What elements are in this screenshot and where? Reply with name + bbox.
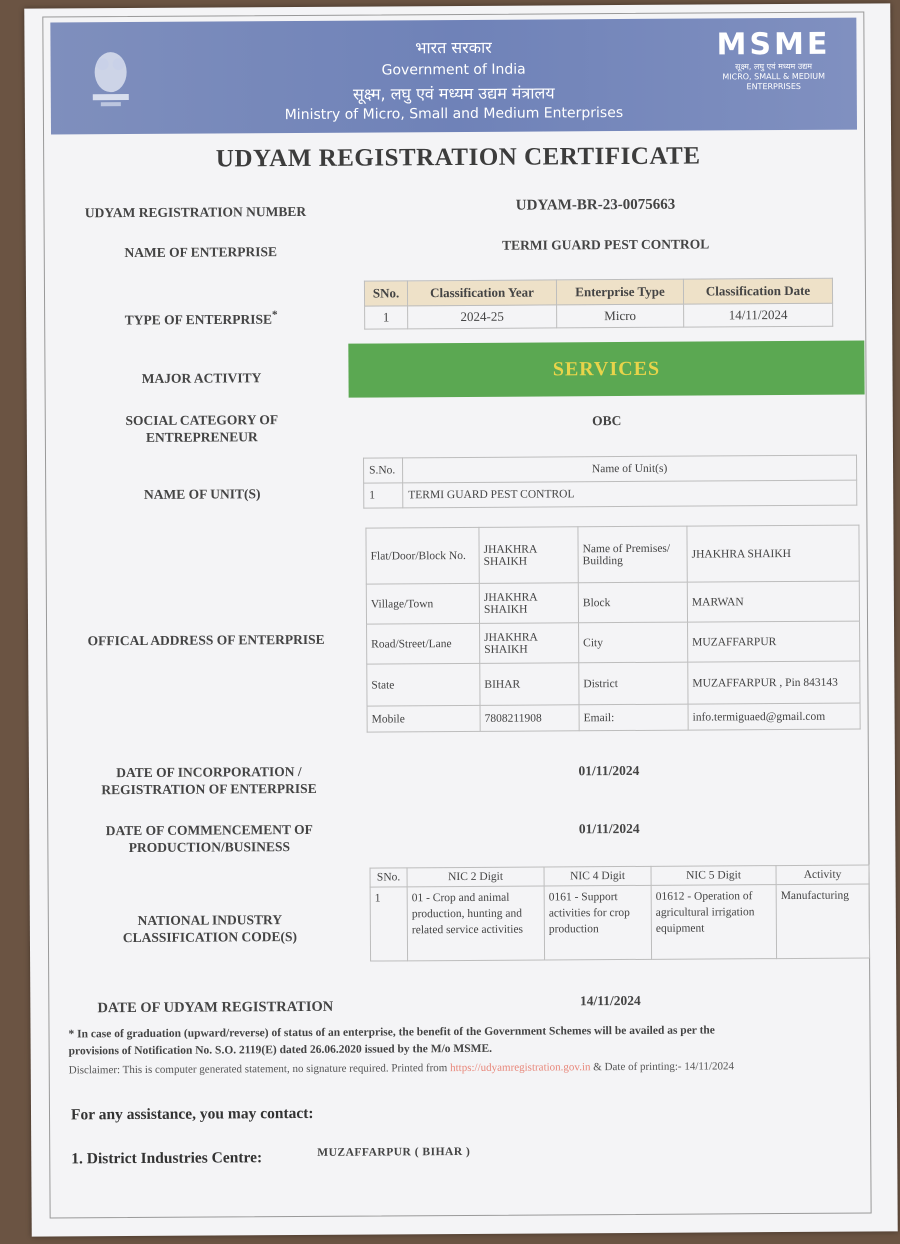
ministry-text: Ministry of Micro, Small and Medium Enterprises	[284, 105, 624, 124]
social-category-label	[87, 411, 317, 446]
table-row	[370, 884, 869, 961]
certificate-page	[24, 3, 897, 1236]
enterprise-type-star: *	[271, 309, 278, 322]
unit-header-row	[364, 455, 857, 483]
udyam-date-value: 14/11/2024	[579, 992, 641, 1009]
table-header: Name of Unit(s)	[403, 455, 857, 483]
graduation-note-line-2: provisions of Notification No. S.O. 2119(E) dated 26.06.2020 issued by the M/o MSME.	[68, 1042, 493, 1058]
address-cell-value: MARWAN	[687, 581, 859, 622]
table-cell: 0161 - Support activities for crop production	[544, 885, 651, 960]
udyam-portal-link[interactable]: https://udyamregistration.gov.in	[450, 1061, 591, 1075]
address-cell-value: JHAKHRA SHAIKH	[480, 623, 579, 664]
unit-name-label: NAME OF UNIT(S)	[143, 486, 261, 502]
enterprise-name-label: NAME OF ENTERPRISE	[124, 244, 278, 261]
address-cell-label: District	[579, 662, 688, 705]
nic-table	[370, 865, 871, 962]
table-header: NIC 4 Digit	[544, 866, 651, 886]
major-activity-value: SERVICES	[348, 341, 864, 398]
header-banner	[50, 18, 857, 135]
certificate-title: UDYAM REGISTRATION CERTIFICATE	[215, 142, 701, 173]
table-header: Activity	[776, 865, 869, 885]
address-cell-value: JHAKHRA SHAIKH	[687, 525, 859, 582]
address-cell-label: Flat/Door/Block No.	[366, 527, 479, 584]
commencement-date-label-1: DATE OF COMMENCEMENT OF	[105, 821, 313, 839]
address-cell-value: 7808211908	[480, 705, 579, 732]
udyam-date-label: DATE OF UDYAM REGISTRATION	[97, 998, 334, 1017]
address-cell-label: Email:	[579, 704, 688, 731]
classification-table	[364, 278, 833, 330]
table-cell: TERMI GUARD PEST CONTROL	[403, 480, 857, 508]
nic-code-label	[90, 911, 330, 946]
table-header: NIC 2 Digit	[407, 867, 544, 887]
enterprise-type-label-text: TYPE OF ENTERPRISE	[124, 311, 273, 328]
table-header: Classification Year	[407, 280, 556, 306]
msme-logo	[708, 26, 838, 92]
disclaimer-text: Disclaimer: This is computer generated statement, no signature required. Printed from	[68, 1062, 451, 1077]
table-cell: 2024-25	[408, 305, 557, 329]
address-cell-label: Village/Town	[366, 583, 479, 624]
hindi-government-text: भारत सरकार	[415, 37, 492, 58]
incorporation-date-label-2: REGISTRATION OF ENTERPRISE	[101, 780, 317, 798]
assistance-heading: For any assistance, you may contact:	[70, 1104, 314, 1124]
address-cell-value: JHAKHRA SHAIKH	[479, 527, 578, 584]
commencement-date-label	[69, 821, 349, 857]
incorporation-date-label-1: DATE OF INCORPORATION /	[116, 763, 302, 781]
address-cell-value: MUZAFFARPUR	[688, 621, 860, 662]
table-row	[367, 703, 860, 732]
social-category-label-1: SOCIAL CATEGORY OF	[125, 412, 279, 429]
address-cell-value: BIHAR	[480, 663, 579, 706]
enterprise-type-label	[86, 307, 316, 329]
address-cell-label: City	[579, 622, 688, 663]
classification-header-row	[364, 278, 832, 306]
social-category-label-2: ENTREPRENEUR	[145, 429, 258, 445]
table-header: NIC 5 Digit	[651, 866, 776, 886]
table-cell: 1	[370, 887, 407, 961]
table-row	[367, 661, 860, 706]
msme-logo-sub: MICRO, SMALL & MEDIUM ENTERPRISES	[722, 71, 826, 92]
table-header: S.No.	[364, 458, 403, 483]
address-cell-label: State	[367, 663, 480, 706]
commencement-date-label-2: PRODUCTION/BUSINESS	[128, 839, 291, 856]
address-cell-value: JHAKHRA SHAIKH	[479, 583, 578, 624]
address-label: OFFICAL ADDRESS OF ENTERPRISE	[87, 631, 325, 649]
address-cell-value: info.termiguaed@gmail.com	[688, 703, 860, 730]
table-header: SNo.	[364, 281, 407, 306]
table-header: SNo.	[370, 868, 407, 887]
social-category-value: OBC	[592, 413, 622, 429]
msme-logo-text: MSME	[716, 26, 831, 63]
table-row	[367, 621, 860, 664]
table-cell: 1	[365, 306, 408, 329]
incorporation-date-label	[69, 763, 349, 799]
table-cell: Micro	[557, 304, 684, 328]
table-row	[365, 303, 833, 329]
table-header: Enterprise Type	[556, 279, 683, 305]
graduation-note	[68, 1021, 878, 1060]
commencement-date-value: 01/11/2024	[578, 820, 640, 837]
address-table	[365, 525, 860, 733]
msme-logo-hindi: सूक्ष्म, लघु एवं मध्यम उद्यम	[735, 61, 813, 72]
address-cell-value: MUZAFFARPUR , Pin 843143	[688, 661, 860, 704]
unit-table	[363, 455, 857, 509]
address-cell-label: Name of Premises/ Building	[578, 526, 687, 583]
reg-number-value: UDYAM-BR-23-0075663	[515, 196, 676, 214]
government-text: Government of India	[381, 61, 526, 79]
reg-number-label: UDYAM REGISTRATION NUMBER	[84, 203, 307, 221]
hindi-ministry-text: सूक्ष्म, लघु एवं मध्यम उद्यम मंत्रालय	[352, 83, 555, 104]
table-row	[366, 525, 859, 584]
graduation-note-line-1: * In case of graduation (upward/reverse) of status of an enterprise, the benefit of the Government Schemes will be availed as per the	[68, 1024, 715, 1041]
table-cell: 01612 - Operation of agricultural irrigation equipment	[651, 885, 776, 960]
printing-date-text: & Date of printing:- 14/11/2024	[590, 1060, 735, 1074]
table-cell: 1	[364, 483, 403, 508]
nic-code-label-1: NATIONAL INDUSTRY	[137, 912, 283, 928]
address-cell-label: Mobile	[367, 705, 480, 732]
nic-code-label-2: CLASSIFICATION CODE(S)	[122, 929, 298, 946]
table-cell: 14/11/2024	[684, 303, 833, 327]
district-industries-centre-value: MUZAFFARPUR ( BIHAR )	[317, 1145, 471, 1159]
enterprise-name-value: TERMI GUARD PEST CONTROL	[502, 236, 710, 253]
table-header: Classification Date	[683, 278, 832, 304]
address-cell-label: Road/Street/Lane	[367, 623, 480, 664]
table-cell: Manufacturing	[776, 884, 869, 959]
table-cell: 01 - Crop and animal production, hunting and related service activities	[407, 886, 544, 961]
table-row	[364, 480, 857, 508]
incorporation-date-value: 01/11/2024	[578, 762, 640, 779]
district-industries-centre-label: 1. District Industries Centre:	[71, 1149, 263, 1168]
major-activity-label: MAJOR ACTIVITY	[141, 370, 262, 386]
address-cell-label: Block	[578, 582, 687, 623]
table-row	[366, 581, 859, 624]
